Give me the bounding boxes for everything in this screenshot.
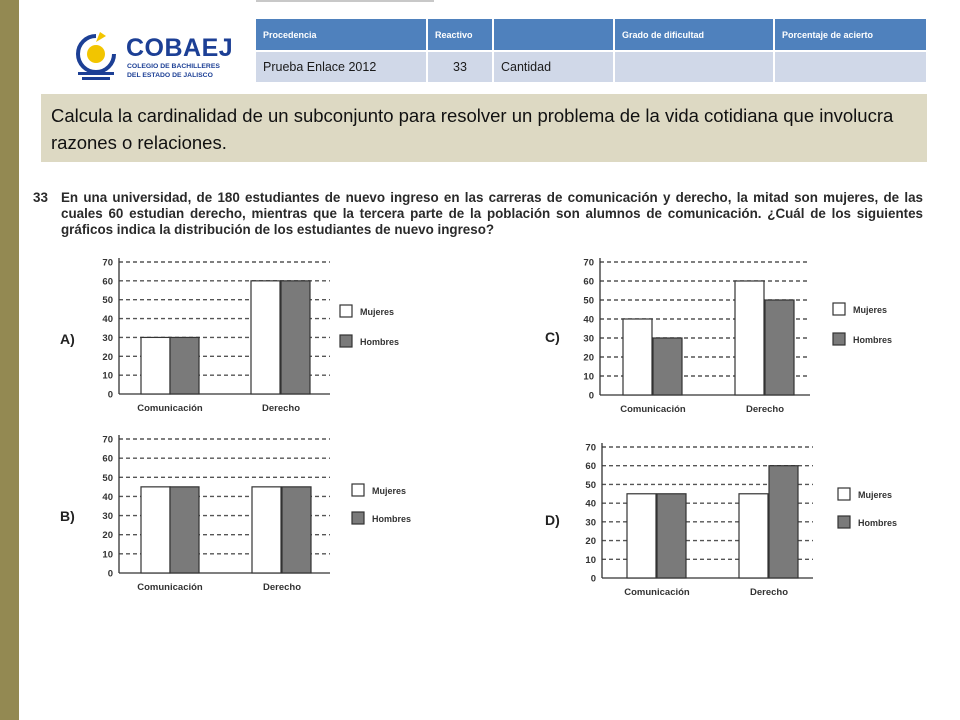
bar-mujeres-1 [623, 319, 652, 395]
bar-mujeres-1 [627, 494, 656, 578]
y-tick-label: 50 [585, 479, 596, 491]
learning-objective: Calcula la cardinalidad de un subconjunto para resolver un problema de la vida cotidiana que involucra razones o relaciones. [41, 94, 927, 162]
y-tick-label: 50 [102, 472, 113, 484]
bar-hombres-1 [657, 494, 686, 578]
bar-hombres-2 [281, 281, 310, 394]
y-tick-label: 60 [585, 461, 596, 473]
category-label: Derecho [749, 587, 789, 598]
legend-label-mujeres: Mujeres [853, 305, 888, 315]
bar-mujeres-2 [735, 281, 764, 395]
chart-4 [545, 443, 897, 599]
legend-swatch-hombres [833, 333, 845, 345]
bar-mujeres-2 [739, 494, 768, 578]
y-tick-label: 30 [102, 511, 113, 523]
y-tick-label: 20 [583, 352, 594, 364]
legend-label-mujeres: Mujeres [360, 307, 395, 317]
bar-mujeres-1 [141, 487, 170, 573]
chart-3 [545, 258, 892, 416]
legend-label-hombres: Hombres [372, 514, 412, 524]
category-label: Comunicación [624, 587, 690, 598]
option-label: C) [545, 329, 560, 345]
category-label: Comunicación [620, 404, 686, 415]
bar-hombres-2 [282, 487, 311, 573]
question-number: 33 [33, 190, 48, 205]
bar-hombres-1 [170, 337, 199, 394]
y-tick-label: 20 [102, 351, 113, 363]
option-label: A) [60, 331, 75, 347]
legend-swatch-mujeres [838, 488, 850, 500]
y-tick-label: 10 [583, 371, 594, 383]
y-tick-label: 10 [102, 549, 113, 561]
header-grado-dificultad: Grado de dificultad [615, 19, 775, 50]
y-tick-label: 40 [585, 498, 596, 510]
category-label: Comunicación [137, 403, 203, 414]
category-label: Derecho [261, 403, 301, 414]
legend-label-hombres: Hombres [858, 518, 898, 528]
logo-subtitle-1: COLEGIO DE BACHILLERES [127, 63, 220, 70]
bar-mujeres-1 [141, 337, 170, 394]
logo-subtitle-2: DEL ESTADO DE JALISCO [127, 72, 213, 79]
y-tick-label: 30 [583, 333, 594, 345]
y-tick-label: 70 [102, 434, 113, 446]
header-reactivo: Reactivo [428, 19, 494, 50]
logo-wordmark: COBAEJ [126, 34, 234, 62]
y-tick-label: 70 [585, 442, 596, 454]
y-tick-label: 0 [107, 389, 113, 401]
bar-hombres-2 [769, 466, 798, 578]
legend-swatch-mujeres [352, 484, 364, 496]
y-tick-label: 70 [102, 257, 113, 269]
y-tick-label: 10 [585, 554, 596, 566]
legend-label-mujeres: Mujeres [372, 486, 407, 496]
category-label: Derecho [262, 582, 302, 593]
y-tick-label: 30 [102, 332, 113, 344]
y-tick-label: 20 [585, 536, 596, 548]
header-procedencia: Procedencia [256, 19, 428, 50]
y-tick-label: 50 [583, 295, 594, 307]
y-tick-label: 60 [583, 276, 594, 288]
legend-swatch-hombres [340, 335, 352, 347]
y-tick-label: 30 [585, 517, 596, 529]
bar-hombres-1 [653, 338, 682, 395]
bar-hombres-2 [765, 300, 794, 395]
legend-swatch-mujeres [833, 303, 845, 315]
option-label: D) [545, 512, 560, 528]
y-tick-label: 0 [590, 573, 596, 585]
legend-swatch-hombres [838, 516, 850, 528]
y-tick-label: 20 [102, 530, 113, 542]
y-tick-label: 0 [107, 568, 113, 580]
y-tick-label: 0 [588, 390, 594, 402]
bar-hombres-1 [170, 487, 199, 573]
legend-swatch-hombres [352, 512, 364, 524]
y-tick-label: 40 [102, 491, 113, 503]
cell-tema: Cantidad [494, 50, 615, 82]
y-tick-label: 60 [102, 453, 113, 465]
cell-reactivo: 33 [428, 50, 494, 82]
cell-procedencia: Prueba Enlace 2012 [256, 50, 428, 82]
category-label: Derecho [745, 404, 785, 415]
legend-swatch-mujeres [340, 305, 352, 317]
y-tick-label: 60 [102, 276, 113, 288]
y-tick-label: 10 [102, 370, 113, 382]
legend-label-hombres: Hombres [360, 337, 400, 347]
bar-mujeres-2 [251, 281, 280, 394]
chart-2 [60, 435, 411, 594]
legend-label-hombres: Hombres [853, 335, 893, 345]
option-label: B) [60, 508, 75, 524]
chart-1 [60, 258, 399, 415]
y-tick-label: 70 [583, 257, 594, 269]
category-label: Comunicación [137, 582, 203, 593]
y-tick-label: 50 [102, 295, 113, 307]
y-tick-label: 40 [583, 314, 594, 326]
bar-mujeres-2 [252, 487, 281, 573]
legend-label-mujeres: Mujeres [858, 490, 893, 500]
header-porcentaje-acierto: Porcentaje de acierto [775, 19, 926, 50]
question-text: En una universidad, de 180 estudiantes de nuevo ingreso en las carreras de comunicación y derecho, la mitad son mujeres, de las cuales 60 estudian derecho, mientras que la tercera parte de la población son alumnos de comunicación. ¿Cuál de los siguientes gráficos indica la distribución de los estudiantes de nuevo ingreso? [61, 190, 923, 237]
y-tick-label: 40 [102, 314, 113, 326]
